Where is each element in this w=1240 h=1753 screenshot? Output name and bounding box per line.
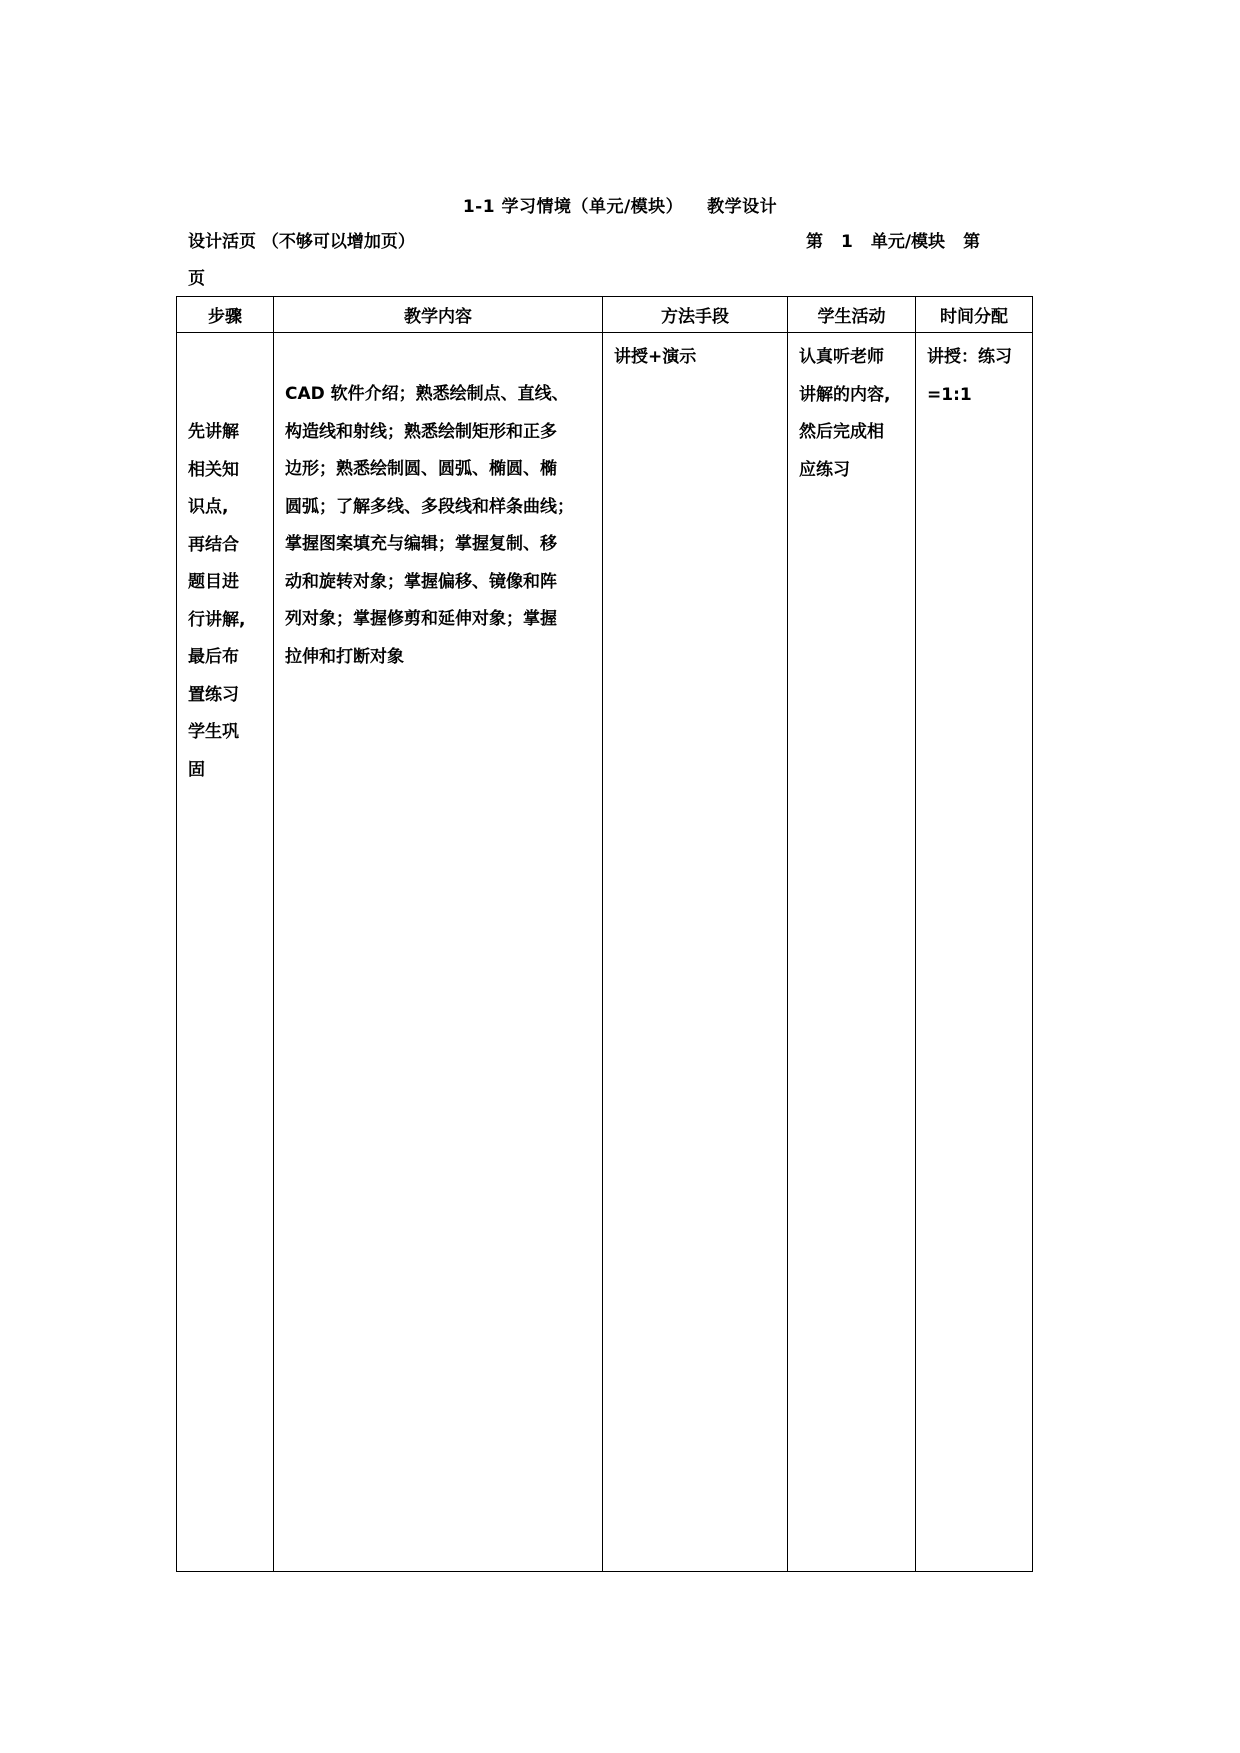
- header-method: 方法手段: [603, 297, 788, 333]
- cell-method: [603, 333, 788, 1572]
- meta-right-part: 单元/模块: [870, 232, 946, 252]
- cell-activity: [788, 333, 916, 1572]
- meta-right-part: 第: [806, 232, 823, 252]
- meta-left: 设计活页 （不够可以增加页）: [188, 232, 415, 252]
- cell-content: [274, 333, 603, 1572]
- meta-wrap: 页: [188, 269, 205, 289]
- table-row: [177, 333, 1033, 1572]
- header-time: 时间分配: [916, 297, 1033, 333]
- document-title-main: 1-1 学习情境（单元/模块）: [462, 197, 684, 217]
- document-title-suffix: 教学设计: [707, 197, 778, 217]
- document-title: [0, 192, 1240, 217]
- time-text: 讲授：练习 =1:1: [927, 347, 1012, 405]
- header-activity: 学生活动: [788, 297, 916, 333]
- method-text: 讲授+演示: [614, 347, 697, 367]
- header-content: 教学内容: [274, 297, 603, 333]
- table-header-row: [177, 297, 1033, 333]
- meta-right-part: 1: [841, 232, 853, 252]
- header-step: 步骤: [177, 297, 274, 333]
- meta-right-part: 第: [963, 232, 981, 252]
- activity-text: 认真听老师 讲解的内容, 然后完成相 应练习: [799, 347, 891, 480]
- cell-time: [916, 333, 1033, 1572]
- teaching-plan-table: [176, 296, 1033, 1572]
- step-text: 先讲解 相关知 识点, 再结合 题目进 行讲解, 最后布 置练习 学生巩 固: [188, 422, 246, 780]
- cell-step: [177, 333, 274, 1572]
- content-text: CAD 软件介绍；熟悉绘制点、直线、 构造线和射线；熟悉绘制矩形和正多 边形；熟悉绘制圆、圆弧、椭圆、椭 圆弧；了解多线、多段线和样条曲线； 掌握图案填充与编辑；掌握复制、移 动和旋转对象；掌握偏移、镜像和阵 列对象；掌握修剪和延伸对象；掌握 拉伸和打断对象: [285, 384, 574, 667]
- meta-right: [806, 227, 980, 252]
